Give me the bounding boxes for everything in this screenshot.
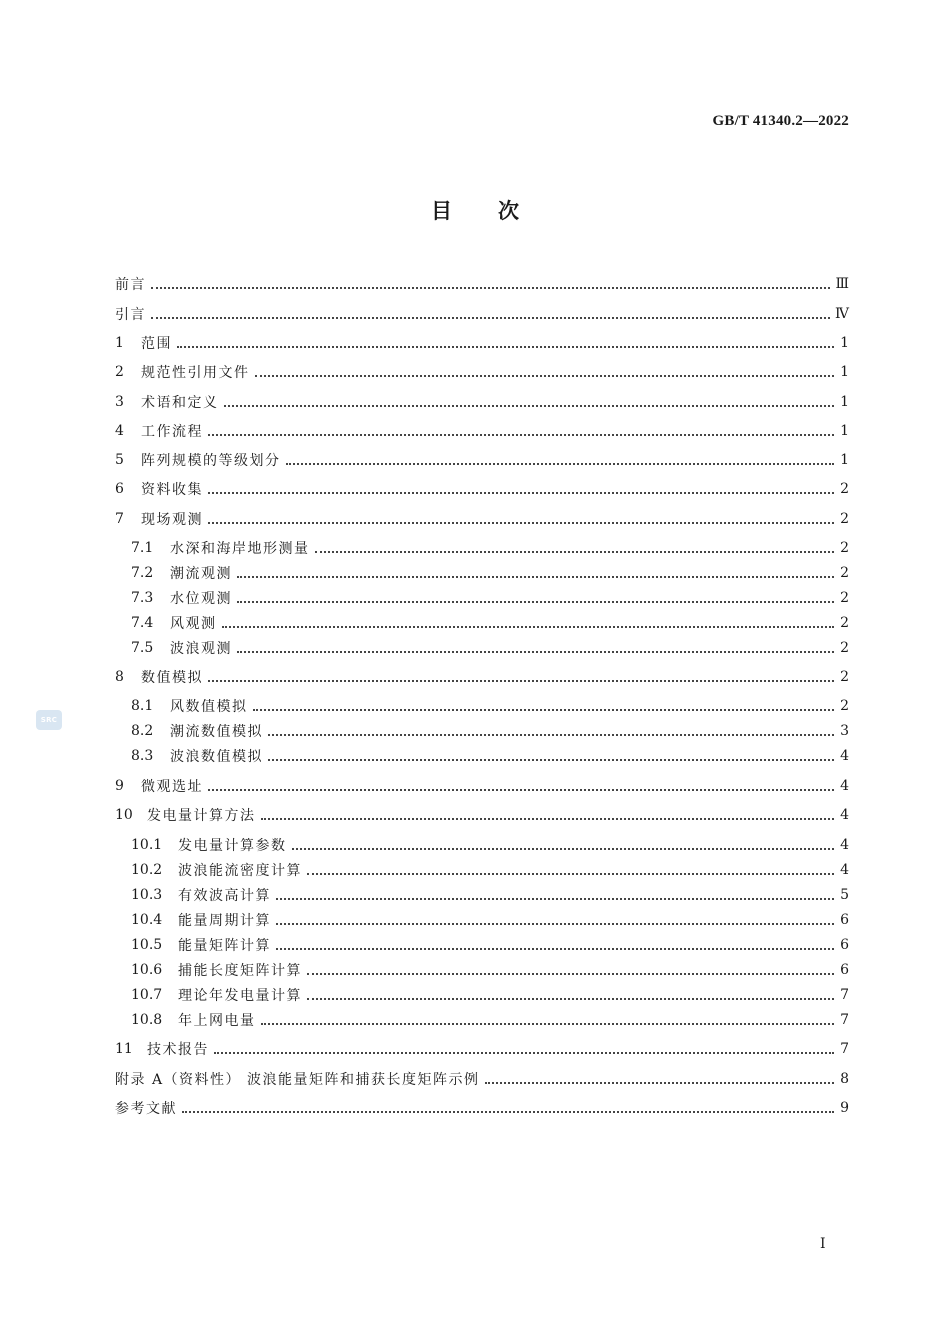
toc-entry[interactable] [115, 333, 849, 353]
dot-leader [224, 404, 835, 407]
toc-entry-page: 3 [840, 723, 849, 739]
toc-entry-page: 2 [840, 590, 849, 606]
toc-entry-label: 波浪观测 [170, 641, 232, 657]
toc-entry-page: 5 [840, 887, 849, 903]
toc-subentry[interactable] [131, 746, 849, 766]
dot-leader [208, 788, 834, 791]
toc-entry-number: 10.5 [131, 937, 163, 953]
dot-leader [237, 650, 834, 653]
toc-entry-number: 7.1 [131, 540, 154, 556]
toc-entry-page: 7 [840, 1041, 849, 1057]
toc-entry-label: 阵列规模的等级划分 [141, 453, 281, 469]
toc-entry-label: 数值模拟 [141, 670, 203, 686]
toc-entry-label: 潮流观测 [170, 566, 232, 582]
dot-leader [214, 1051, 834, 1054]
toc-entry-number: 10.4 [131, 912, 163, 928]
toc-entry-label: 工作流程 [141, 424, 203, 440]
toc-entry-number: 10.3 [131, 887, 163, 903]
toc-entry-number: 10.8 [131, 1012, 163, 1028]
toc-entry-label: 微观选址 [141, 779, 203, 795]
toc-entry[interactable] [115, 805, 849, 825]
toc-entry-number: 2 [115, 364, 124, 380]
toc-entry-page: 1 [840, 452, 849, 468]
dot-leader [253, 708, 835, 711]
toc-entry-label: 附录 A（资料性） 波浪能量矩阵和捕获长度矩阵示例 [115, 1072, 480, 1088]
toc-entry-page: 7 [840, 1012, 849, 1028]
toc-entry-label: 能量周期计算 [178, 913, 271, 929]
toc-entry-label: 波浪数值模拟 [170, 749, 263, 765]
toc-entry-label: 能量矩阵计算 [178, 938, 271, 954]
toc-entry-page: 2 [840, 615, 849, 631]
toc-entry-number: 1 [115, 335, 124, 351]
toc-subentry[interactable] [131, 835, 849, 855]
toc-entry-label: 理论年发电量计算 [178, 988, 302, 1004]
toc-entry-label: 参考文献 [115, 1101, 177, 1117]
dot-leader [261, 1022, 835, 1025]
toc-entry-number: 8.1 [131, 698, 154, 714]
toc-entry-number: 7.3 [131, 590, 154, 606]
toc-entry-number: 10 [115, 807, 133, 823]
dot-leader [255, 374, 835, 377]
toc-entry-number: 7.2 [131, 565, 154, 581]
toc-entry-number: 9 [115, 778, 124, 794]
toc-entry-label: 年上网电量 [178, 1013, 256, 1029]
toc-entry-page: 1 [840, 394, 849, 410]
toc-entry-page: 4 [840, 807, 849, 823]
toc-entry-page: 1 [840, 364, 849, 380]
dot-leader [276, 897, 834, 900]
toc-entry-number: 6 [115, 481, 124, 497]
toc-subentry[interactable] [131, 563, 849, 583]
toc-entry-label: 前言 [115, 277, 146, 293]
toc-entry-label: 技术报告 [147, 1042, 209, 1058]
toc-entry-page: 1 [840, 335, 849, 351]
toc-subentry[interactable] [131, 721, 849, 741]
toc-entry-label: 水位观测 [170, 591, 232, 607]
toc-entry-page: 6 [840, 912, 849, 928]
toc-entry-page: 2 [840, 698, 849, 714]
toc-entry-label: 范围 [141, 336, 172, 352]
toc-subentry[interactable] [131, 985, 849, 1005]
dot-leader [315, 550, 835, 553]
dot-leader [276, 947, 834, 950]
toc-entry-number: 5 [115, 452, 124, 468]
toc-entry-page: 2 [840, 540, 849, 556]
toc-entry-page: 4 [840, 778, 849, 794]
toc-entry-page: 4 [840, 837, 849, 853]
toc-subentry[interactable] [131, 960, 849, 980]
toc-entry-label: 资料收集 [141, 482, 203, 498]
toc-entry-label: 波浪能流密度计算 [178, 863, 302, 879]
toc-entry-label: 风观测 [170, 616, 217, 632]
toc-entry[interactable] [115, 1098, 849, 1118]
toc-entry-label: 捕能长度矩阵计算 [178, 963, 302, 979]
toc-entry-page: 2 [840, 669, 849, 685]
toc-entry-label: 发电量计算参数 [178, 838, 287, 854]
toc-entry-number: 8.3 [131, 748, 154, 764]
toc-entry[interactable] [115, 509, 849, 529]
toc-entry-page: 4 [840, 862, 849, 878]
toc-entry-number: 7.4 [131, 615, 154, 631]
dot-leader [276, 922, 834, 925]
toc-entry-label: 术语和定义 [141, 395, 219, 411]
page-number: I [820, 1236, 826, 1252]
toc-entry-number: 8.2 [131, 723, 154, 739]
dot-leader [208, 433, 834, 436]
toc-entry[interactable] [115, 450, 849, 470]
toc-entry-page: Ⅲ [835, 276, 849, 292]
toc-subentry[interactable] [131, 860, 849, 880]
toc-entry[interactable] [115, 274, 849, 294]
toc-entry[interactable] [115, 362, 849, 382]
toc-entry[interactable] [115, 392, 849, 412]
toc-entry-page: 2 [840, 565, 849, 581]
toc-entry-page: 6 [840, 937, 849, 953]
toc-entry-page: 8 [840, 1071, 849, 1087]
toc-subentry[interactable] [131, 538, 849, 558]
dot-leader [268, 758, 834, 761]
dot-leader [307, 872, 834, 875]
dot-leader [237, 600, 834, 603]
toc-entry-number: 3 [115, 394, 124, 410]
toc-entry-number: 10.2 [131, 862, 163, 878]
toc-entry-number: 10.7 [131, 987, 163, 1003]
toc-entry-number: 4 [115, 423, 124, 439]
dot-leader [307, 972, 834, 975]
toc-subentry[interactable] [131, 885, 849, 905]
toc-entry-label: 有效波高计算 [178, 888, 271, 904]
toc-subentry[interactable] [131, 613, 849, 633]
toc-entry-label: 现场观测 [141, 512, 203, 528]
dot-leader [182, 1110, 834, 1113]
dot-leader [292, 847, 835, 850]
toc-entry-page: 4 [840, 748, 849, 764]
toc-entry[interactable] [115, 304, 849, 324]
dot-leader [485, 1081, 834, 1084]
toc-entry[interactable] [115, 1039, 849, 1059]
dot-leader [151, 316, 830, 319]
dot-leader [208, 491, 834, 494]
dot-leader [151, 286, 830, 289]
toc-entry-number: 10.1 [131, 837, 163, 853]
page-title: 目次 [431, 199, 565, 223]
dot-leader [261, 817, 835, 820]
toc-entry-page: Ⅳ [835, 306, 849, 322]
toc-entry-label: 水深和海岸地形测量 [170, 541, 310, 557]
dot-leader [208, 521, 834, 524]
toc-subentry[interactable] [131, 638, 849, 658]
dot-leader [307, 997, 834, 1000]
toc-entry-label: 发电量计算方法 [147, 808, 256, 824]
toc-subentry[interactable] [131, 910, 849, 930]
toc-entry-page: 2 [840, 511, 849, 527]
toc-entry-number: 11 [115, 1041, 133, 1057]
toc-entry[interactable] [115, 1069, 849, 1089]
toc-entry[interactable] [115, 421, 849, 441]
toc-entry-page: 9 [840, 1100, 849, 1116]
toc-subentry[interactable] [131, 1010, 849, 1030]
toc-entry-number: 10.6 [131, 962, 163, 978]
dot-leader [177, 345, 834, 348]
dot-leader [208, 679, 834, 682]
dot-leader [268, 733, 834, 736]
toc-subentry[interactable] [131, 588, 849, 608]
toc-entry-label: 潮流数值模拟 [170, 724, 263, 740]
toc-entry-number: 8 [115, 669, 124, 685]
toc-entry-page: 2 [840, 640, 849, 656]
toc-entry-page: 1 [840, 423, 849, 439]
toc-entry-number: 7 [115, 511, 124, 527]
toc-entry[interactable] [115, 667, 849, 687]
toc-entry-number: 7.5 [131, 640, 154, 656]
toc-entry-page: 7 [840, 987, 849, 1003]
standard-number: GB/T 41340.2—2022 [712, 113, 849, 129]
dot-leader [237, 575, 834, 578]
toc-entry-label: 引言 [115, 307, 146, 323]
toc-entry[interactable] [115, 776, 849, 796]
toc-subentry[interactable] [131, 696, 849, 716]
toc-entry[interactable] [115, 479, 849, 499]
dot-leader [286, 462, 835, 465]
toc-entry-label: 风数值模拟 [170, 699, 248, 715]
toc-entry-label: 规范性引用文件 [141, 365, 250, 381]
toc-entry-page: 6 [840, 962, 849, 978]
dot-leader [222, 625, 835, 628]
toc-subentry[interactable] [131, 935, 849, 955]
watermark-logo: SRC [36, 710, 62, 730]
toc-entry-page: 2 [840, 481, 849, 497]
